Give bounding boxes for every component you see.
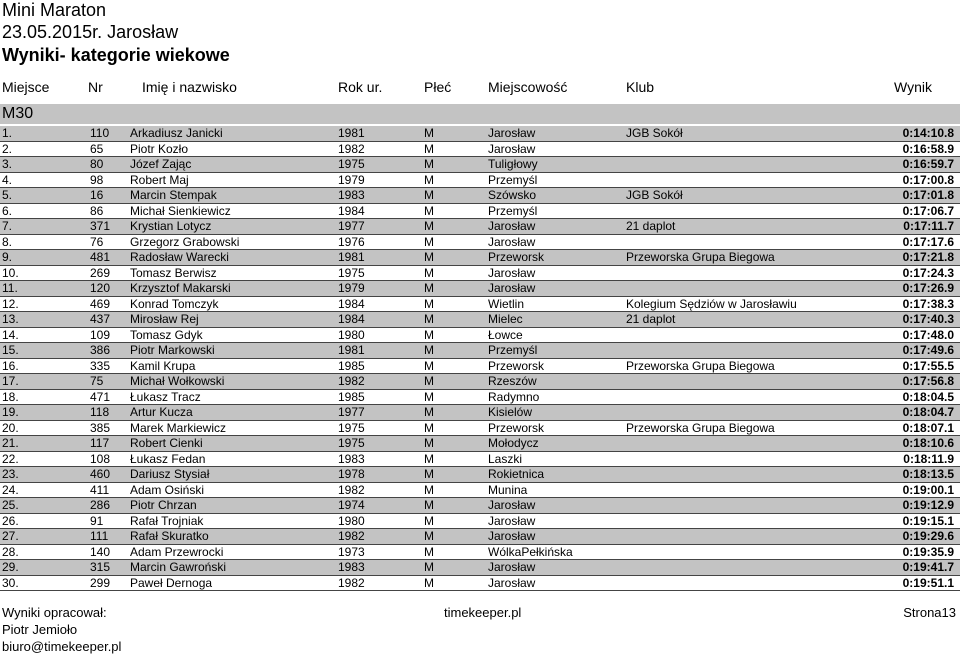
col-nr: Nr (88, 79, 103, 95)
cell-city: Łowce (488, 327, 523, 342)
cell-city: Mielec (488, 312, 523, 326)
cell-year: 1982 (338, 482, 365, 497)
cell-city: Laszki (488, 451, 523, 466)
cell-result: 0:16:59.7 (902, 157, 954, 171)
cell-nr: 75 (90, 374, 104, 388)
cell-place: 11. (2, 281, 18, 295)
cell-year: 1981 (338, 343, 365, 357)
cell-nr: 111 (90, 529, 109, 543)
cell-nr: 65 (90, 141, 104, 156)
cell-sex: M (424, 498, 434, 512)
cell-place: 10. (2, 265, 19, 280)
cell-name: Józef Zając (130, 157, 192, 171)
cell-sex: M (424, 157, 434, 171)
cell-sex: M (424, 172, 434, 187)
cell-nr: 109 (90, 327, 111, 342)
cell-place: 1. (2, 126, 13, 140)
footer-site: timekeeper.pl (444, 605, 522, 620)
table-row (0, 359, 960, 375)
cell-year: 1983 (338, 188, 365, 202)
cell-city: Munina (488, 482, 528, 497)
cell-nr: 299 (90, 575, 111, 590)
cell-result: 0:18:07.1 (902, 420, 954, 435)
cell-result: 0:17:40.3 (902, 312, 954, 326)
category-bar (0, 104, 960, 124)
cell-place: 24. (2, 482, 19, 497)
cell-result: 0:17:55.5 (902, 358, 954, 373)
cell-name: Robert Maj (130, 172, 189, 187)
results-subtitle: Wyniki- kategorie wiekowe (2, 45, 230, 65)
cell-place: 23. (2, 467, 19, 481)
cell-sex: M (424, 203, 434, 218)
cell-place: 26. (2, 513, 19, 528)
cell-city: Jarosław (488, 265, 536, 280)
cell-result: 0:17:38.3 (902, 296, 954, 311)
cell-city: Wietlin (488, 296, 525, 311)
cell-place: 19. (2, 405, 19, 419)
cell-sex: M (424, 358, 434, 373)
table-row (0, 390, 960, 406)
title-block (2, 0, 230, 65)
cell-year: 1981 (338, 126, 365, 140)
cell-name: Adam Przewrocki (130, 544, 224, 559)
col-year: Rok ur. (338, 79, 383, 95)
cell-club: Przeworska Grupa Biegowa (626, 420, 775, 435)
cell-place: 2. (2, 141, 13, 156)
cell-place: 15. (2, 343, 19, 357)
table-row (0, 405, 960, 421)
cell-city: Przeworsk (488, 250, 545, 264)
table-row (0, 436, 960, 452)
cell-place: 13. (2, 312, 19, 326)
cell-city: Jarosław (488, 141, 536, 156)
cell-year: 1975 (338, 420, 365, 435)
table-row (0, 421, 960, 437)
cell-city: Przeworsk (488, 420, 545, 435)
cell-place: 28. (2, 544, 19, 559)
cell-place: 20. (2, 420, 19, 435)
cell-city: WólkaPełkińska (488, 544, 573, 559)
cell-city: Przemyśl (488, 343, 538, 357)
cell-year: 1980 (338, 327, 365, 342)
cell-name: Marcin Stempak (130, 188, 217, 202)
cell-result: 0:17:06.7 (902, 203, 954, 218)
cell-sex: M (424, 405, 434, 419)
cell-result: 0:17:24.3 (902, 265, 954, 280)
cell-place: 12. (2, 296, 19, 311)
cell-place: 22. (2, 451, 19, 466)
cell-city: Jarosław (488, 281, 536, 295)
table-row (0, 297, 960, 313)
cell-nr: 460 (90, 467, 111, 481)
cell-place: 5. (2, 188, 13, 202)
cell-result: 0:17:48.0 (902, 327, 954, 342)
cell-sex: M (424, 529, 434, 543)
table-row (0, 452, 960, 468)
cell-nr: 335 (90, 358, 111, 373)
cell-name: Adam Osiński (130, 482, 205, 497)
cell-sex: M (424, 250, 434, 264)
cell-place: 3. (2, 157, 13, 171)
cell-name: Łukasz Tracz (130, 389, 201, 404)
table-row (0, 545, 960, 561)
cell-year: 1982 (338, 374, 365, 388)
cell-city: Szówsko (488, 188, 537, 202)
col-place: Miejsce (2, 79, 50, 95)
cell-city: Jarosław (488, 234, 536, 249)
cell-place: 17. (2, 374, 19, 388)
cell-result: 0:17:00.8 (902, 172, 954, 187)
cell-club: JGB Sokół (626, 126, 683, 140)
cell-result: 0:18:11.9 (903, 451, 954, 466)
cell-year: 1984 (338, 203, 365, 218)
cell-year: 1983 (338, 560, 365, 574)
cell-name: Michał Sienkiewicz (130, 203, 231, 218)
cell-result: 0:17:56.8 (902, 374, 954, 388)
results-table (0, 126, 960, 591)
cell-nr: 108 (90, 451, 111, 466)
cell-sex: M (424, 343, 434, 357)
cell-place: 14. (2, 327, 19, 342)
cell-club: 21 daplot (626, 219, 676, 233)
cell-sex: M (424, 141, 434, 156)
cell-name: Marek Markiewicz (130, 420, 227, 435)
cell-result: 0:18:04.5 (902, 389, 954, 404)
cell-club: JGB Sokół (626, 188, 683, 202)
cell-sex: M (424, 389, 434, 404)
cell-name: Radosław Warecki (130, 250, 229, 264)
cell-year: 1973 (338, 544, 365, 559)
table-row (0, 235, 960, 251)
col-city: Miejscowość (488, 79, 568, 95)
cell-name: Paweł Dernoga (130, 575, 213, 590)
cell-sex: M (424, 234, 434, 249)
table-row (0, 204, 960, 220)
cell-sex: M (424, 265, 434, 280)
cell-nr: 80 (90, 157, 104, 171)
cell-result: 0:19:00.1 (902, 482, 954, 497)
cell-name: Mirosław Rej (130, 312, 199, 326)
cell-place: 16. (2, 358, 19, 373)
cell-nr: 117 (90, 436, 110, 450)
col-result: Wynik (894, 79, 932, 95)
category-label: M30 (2, 105, 34, 122)
cell-place: 29. (2, 560, 19, 574)
cell-year: 1985 (338, 389, 365, 404)
cell-sex: M (424, 219, 434, 233)
cell-nr: 286 (90, 498, 111, 512)
cell-club: Przeworska Grupa Biegowa (626, 250, 775, 264)
cell-result: 0:19:12.9 (902, 498, 954, 512)
cell-nr: 16 (90, 188, 104, 202)
table-row (0, 560, 960, 576)
cell-place: 7. (2, 219, 13, 233)
author-email: biuro@timekeeper.pl (2, 639, 122, 654)
cell-result: 0:18:10.6 (902, 436, 954, 450)
cell-year: 1979 (338, 172, 365, 187)
event-title: Mini Maraton (2, 0, 107, 20)
cell-name: Grzegorz Grabowski (130, 234, 240, 249)
cell-year: 1982 (338, 575, 365, 590)
cell-year: 1976 (338, 234, 365, 249)
table-row (0, 374, 960, 390)
cell-place: 6. (2, 203, 13, 218)
cell-year: 1977 (338, 219, 365, 233)
table-row (0, 219, 960, 235)
cell-city: Jarosław (488, 513, 536, 528)
cell-name: Arkadiusz Janicki (130, 126, 223, 140)
cell-name: Artur Kucza (130, 405, 193, 419)
table-row (0, 266, 960, 282)
cell-name: Robert Cienki (130, 436, 203, 450)
cell-place: 30. (2, 575, 19, 590)
cell-result: 0:17:01.8 (902, 188, 954, 202)
cell-result: 0:19:35.9 (902, 544, 954, 559)
cell-city: Kisielów (488, 405, 533, 419)
cell-year: 1985 (338, 358, 365, 373)
cell-place: 9. (2, 250, 13, 264)
cell-year: 1978 (338, 467, 365, 481)
cell-sex: M (424, 281, 434, 295)
cell-result: 0:19:29.6 (902, 529, 954, 543)
cell-city: Jarosław (488, 560, 536, 574)
cell-nr: 140 (90, 544, 111, 559)
cell-year: 1983 (338, 451, 365, 466)
cell-result: 0:18:04.7 (902, 405, 954, 419)
cell-name: Konrad Tomczyk (130, 296, 219, 311)
table-row (0, 188, 960, 204)
table-row (0, 250, 960, 266)
cell-nr: 371 (90, 219, 111, 233)
table-row (0, 529, 960, 545)
cell-nr: 469 (90, 296, 111, 311)
table-row (0, 467, 960, 483)
cell-club: 21 daplot (626, 312, 676, 326)
cell-nr: 481 (90, 250, 111, 264)
col-club: Klub (626, 79, 655, 95)
table-row (0, 576, 960, 592)
cell-sex: M (424, 513, 434, 528)
table-row (0, 157, 960, 173)
cell-year: 1975 (338, 436, 365, 450)
cell-city: Rzeszów (488, 374, 537, 388)
cell-sex: M (424, 544, 434, 559)
table-row (0, 142, 960, 158)
cell-nr: 386 (90, 343, 111, 357)
cell-nr: 110 (90, 126, 110, 140)
cell-year: 1979 (338, 281, 365, 295)
cell-name: Krzysztof Makarski (130, 281, 231, 295)
cell-city: Przemyśl (488, 172, 538, 187)
table-row (0, 281, 960, 297)
cell-result: 0:19:51.1 (902, 575, 954, 590)
cell-city: Jarosław (488, 126, 536, 140)
cell-name: Dariusz Stysiał (130, 467, 210, 481)
cell-city: Tuligłowy (488, 157, 538, 171)
cell-club: Przeworska Grupa Biegowa (626, 358, 775, 373)
cell-sex: M (424, 436, 434, 450)
cell-city: Jarosław (488, 575, 536, 590)
cell-year: 1975 (338, 157, 365, 171)
cell-nr: 91 (90, 513, 104, 528)
cell-sex: M (424, 374, 434, 388)
table-row (0, 498, 960, 514)
cell-nr: 269 (90, 265, 111, 280)
cell-sex: M (424, 126, 434, 140)
cell-name: Rafał Trojniak (130, 513, 204, 528)
cell-nr: 76 (90, 234, 104, 249)
cell-sex: M (424, 560, 434, 574)
table-row (0, 343, 960, 359)
event-date-place: 23.05.2015r. Jarosław (2, 22, 179, 42)
cell-year: 1981 (338, 250, 365, 264)
table-row (0, 126, 960, 142)
cell-sex: M (424, 451, 434, 466)
cell-result: 0:17:21.8 (902, 250, 954, 264)
cell-city: Jarosław (488, 219, 536, 233)
cell-nr: 437 (90, 312, 111, 326)
cell-place: 27. (2, 529, 19, 543)
cell-year: 1980 (338, 513, 365, 528)
cell-city: Przeworsk (488, 358, 545, 373)
cell-year: 1982 (338, 141, 365, 156)
cell-name: Piotr Chrzan (130, 498, 197, 512)
table-row (0, 328, 960, 344)
cell-result: 0:17:11.7 (903, 219, 954, 233)
cell-name: Łukasz Fedan (130, 451, 206, 466)
cell-result: 0:17:26.9 (902, 281, 954, 295)
cell-nr: 315 (90, 560, 111, 574)
cell-city: Jarosław (488, 498, 536, 512)
cell-name: Rafał Skuratko (130, 529, 209, 543)
table-row (0, 483, 960, 499)
cell-sex: M (424, 575, 434, 590)
cell-nr: 98 (90, 172, 104, 187)
cell-name: Kamil Krupa (130, 358, 196, 373)
cell-nr: 120 (90, 281, 111, 295)
cell-nr: 471 (90, 389, 111, 404)
cell-city: Przemyśl (488, 203, 538, 218)
table-row (0, 514, 960, 530)
cell-name: Michał Wołkowski (130, 374, 225, 388)
cell-name: Tomasz Gdyk (130, 327, 203, 342)
column-headers (0, 78, 960, 98)
cell-place: 4. (2, 172, 13, 187)
cell-sex: M (424, 327, 434, 342)
cell-result: 0:19:15.1 (902, 513, 954, 528)
cell-sex: M (424, 482, 434, 497)
cell-year: 1984 (338, 312, 365, 326)
page-number: Strona13 (903, 605, 956, 620)
cell-year: 1977 (338, 405, 365, 419)
col-sex: Płeć (424, 79, 452, 95)
cell-year: 1982 (338, 529, 365, 543)
cell-result: 0:18:13.5 (902, 467, 954, 481)
cell-city: Jarosław (488, 529, 536, 543)
cell-name: Krystian Lotycz (130, 219, 212, 233)
cell-year: 1975 (338, 265, 365, 280)
cell-result: 0:19:41.7 (902, 560, 954, 574)
cell-nr: 385 (90, 420, 111, 435)
cell-name: Marcin Gawroński (130, 560, 227, 574)
col-name: Imię i nazwisko (142, 79, 237, 95)
cell-result: 0:14:10.8 (902, 126, 954, 140)
cell-place: 25. (2, 498, 19, 512)
cell-place: 18. (2, 389, 19, 404)
prepared-label: Wyniki opracował: (2, 605, 107, 620)
cell-result: 0:16:58.9 (902, 141, 954, 156)
author-name: Piotr Jemioło (2, 622, 78, 637)
cell-year: 1984 (338, 296, 365, 311)
cell-place: 21. (2, 436, 19, 450)
cell-city: Rokietnica (488, 467, 545, 481)
cell-result: 0:17:49.6 (902, 343, 954, 357)
cell-sex: M (424, 420, 434, 435)
cell-place: 8. (2, 234, 13, 249)
cell-club: Kolegium Sędziów w Jarosławiu (626, 296, 797, 311)
cell-sex: M (424, 467, 434, 481)
cell-name: Piotr Markowski (130, 343, 215, 357)
cell-sex: M (424, 312, 434, 326)
cell-year: 1974 (338, 498, 365, 512)
cell-nr: 86 (90, 203, 104, 218)
cell-nr: 118 (90, 405, 110, 419)
table-row (0, 173, 960, 189)
cell-city: Mołodycz (488, 436, 539, 450)
cell-name: Piotr Kozło (130, 141, 189, 156)
cell-city: Radymno (488, 389, 540, 404)
cell-sex: M (424, 188, 434, 202)
cell-result: 0:17:17.6 (902, 234, 954, 249)
cell-sex: M (424, 296, 434, 311)
table-row (0, 312, 960, 328)
cell-nr: 411 (90, 482, 110, 497)
cell-name: Tomasz Berwisz (130, 265, 217, 280)
